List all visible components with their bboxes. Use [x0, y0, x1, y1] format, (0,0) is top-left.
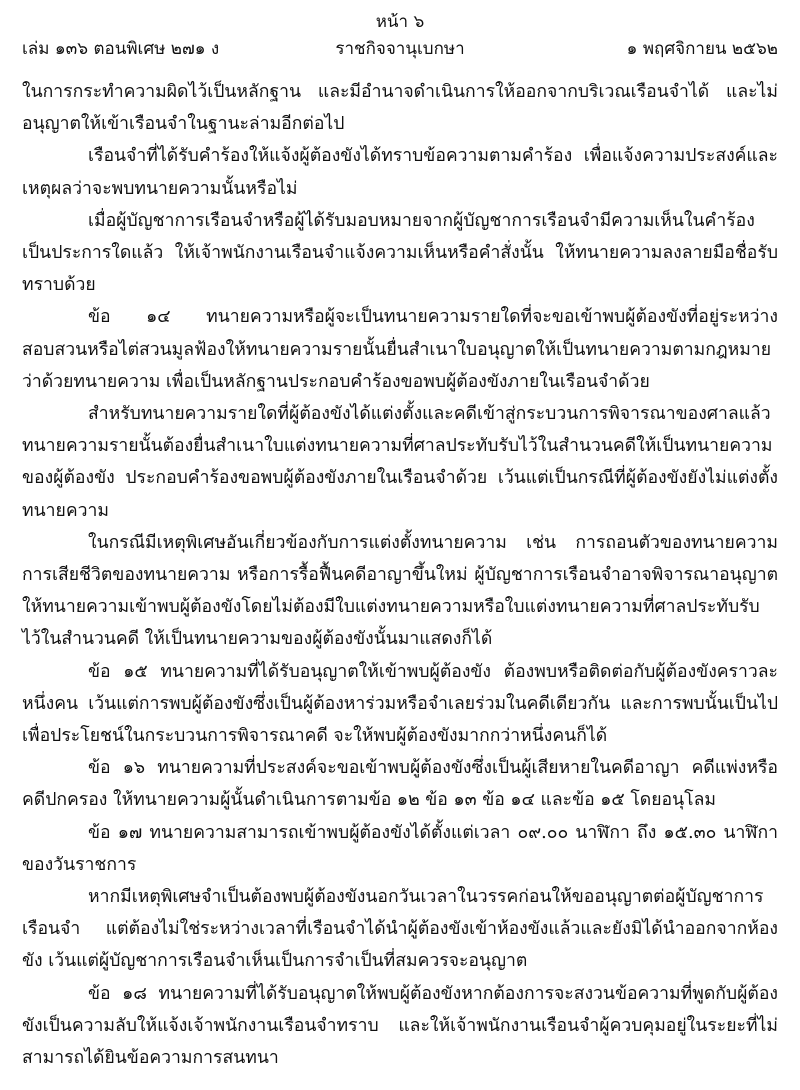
- publication-title: ราชกิจจานุเบกษา: [335, 39, 465, 59]
- page-number: หน้า ๖: [375, 12, 425, 32]
- paragraph: ในการกระทำความผิดไว้เป็นหลักฐาน และมีอำนาจดำเนินการให้ออกจากบริเวณเรือนจำได้ และไม่อนุญาตให้เข้าเรือนจำในฐานะล่ามอีกต่อไป: [22, 82, 778, 135]
- paragraph: ในกรณีมีเหตุพิเศษอันเกี่ยวข้องกับการแต่งตั้งทนายความ เช่น การถอนตัวของทนายความ การเสียชีวิตของทนายความ หรือการรื้อฟื้นคดีอาญาขึ้นใหม่ ผู้บัญชาการเรือนจำอาจพิจารณาอนุญาตให้ทนายความเข้าพบผู้ต้องขังโดยไม่ต้องมีใบแต่งทนายความหรือใบแต่งทนายความที่ศาลประทับรับไว้ในสำนวนคดี ให้เป็นทนายความของผู้ต้องขังนั้นมาแสดงก็ได้: [22, 532, 778, 650]
- paragraph: เรือนจำที่ได้รับคำร้องให้แจ้งผู้ต้องขังได้ทราบข้อความตามคำร้อง เพื่อแจ้งความประสงค์และเหตุผลว่าจะพบทนายความนั้นหรือไม่: [22, 146, 778, 199]
- page-header: [22, 36, 778, 62]
- publication-date: ๑ พฤศจิกายน ๒๕๖๒: [626, 39, 778, 59]
- paragraph: เมื่อผู้บัญชาการเรือนจำหรือผู้ได้รับมอบหมายจากผู้บัญชาการเรือนจำมีความเห็นในคำร้องเป็นประการใดแล้ว ให้เจ้าพนักงานเรือนจำแจ้งความเห็นหรือคำสั่งนั้น ให้ทนายความลงลายมือชื่อรับทราบด้วย: [22, 210, 778, 296]
- paragraph: ข้อ ๑๔ ทนายความหรือผู้จะเป็นทนายความรายใดที่จะขอเข้าพบผู้ต้องขังที่อยู่ระหว่างสอบสวนหรือไต่สวนมูลฟ้องให้ทนายความรายนั้นยื่นสำเนาใบอนุญาตให้เป็นทนายความตามกฎหมายว่าด้วยทนายความ เพื่อเป็นหลักฐานประกอบคำร้องขอพบผู้ต้องขังภายในเรือนจำด้วย: [22, 307, 778, 392]
- paragraph: หากมีเหตุพิเศษจำเป็นต้องพบผู้ต้องขังนอกวันเวลาในวรรคก่อนให้ขออนุญาตต่อผู้บัญชาการเรือนจำ แต่ต้องไม่ใช่ระหว่างเวลาที่เรือนจำได้นำผู้ต้องขังเข้าห้องขังแล้วและยังมิได้นำออกจากห้องขัง เว้นแต่ผู้บัญชาการเรือนจำเห็นเป็นการจำเป็นที่สมควรจะอนุญาต: [22, 887, 778, 972]
- volume-info: เล่ม ๑๓๖ ตอนพิเศษ ๒๗๑ ง: [22, 39, 220, 59]
- paragraph: สำหรับทนายความรายใดที่ผู้ต้องขังได้แต่งตั้งและคดีเข้าสู่กระบวนการพิจารณาของศาลแล้ว ทนายความรายนั้นต้องยื่นสำเนาใบแต่งทนายความที่ศาลประทับรับไว้ในสำนวนคดีให้เป็นทนายความของผู้ต้องขัง ประกอบคำร้องขอพบผู้ต้องขังภายในเรือนจำด้วย เว้นแต่เป็นกรณีที่ผู้ต้องขังยังไม่แต่งตั้งทนายความ: [22, 404, 778, 521]
- paragraph: ข้อ ๑๘ ทนายความที่ได้รับอนุญาตให้พบผู้ต้องขังหากต้องการจะสงวนข้อความที่พูดกับผู้ต้องขังเป็นความลับให้แจ้งเจ้าพนักงานเรือนจำทราบ และให้เจ้าพนักงานเรือนจำผู้ควบคุมอยู่ในระยะที่ไม่สามารถได้ยินข้อความการสนทนา: [22, 983, 778, 1069]
- document-body: [22, 76, 778, 1074]
- paragraph: ข้อ ๑๕ ทนายความที่ได้รับอนุญาตให้เข้าพบผู้ต้องขัง ต้องพบหรือติดต่อกับผู้ต้องขังคราวละหนึ่งคน เว้นแต่การพบผู้ต้องขังซึ่งเป็นผู้ต้องหาร่วมหรือจำเลยร่วมในคดีเดียวกัน และการพบนั้นเป็นไปเพื่อประโยชน์ในกระบวนการพิจารณาคดี จะให้พบผู้ต้องขังมากกว่าหนึ่งคนก็ได้: [22, 661, 778, 747]
- paragraph: ข้อ ๑๖ ทนายความที่ประสงค์จะขอเข้าพบผู้ต้องขังซึ่งเป็นผู้เสียหายในคดีอาญา คดีแพ่งหรือคดีปกครอง ให้ทนายความผู้นั้นดำเนินการตามข้อ ๑๒ ข้อ ๑๓ ข้อ ๑๔ และข้อ ๑๕ โดยอนุโลม: [22, 758, 778, 811]
- paragraph: ข้อ ๑๗ ทนายความสามารถเข้าพบผู้ต้องขังได้ตั้งแต่เวลา ๐๙.๐๐ นาฬิกา ถึง ๑๕.๓๐ นาฬิกาของวันราชการ: [22, 822, 778, 875]
